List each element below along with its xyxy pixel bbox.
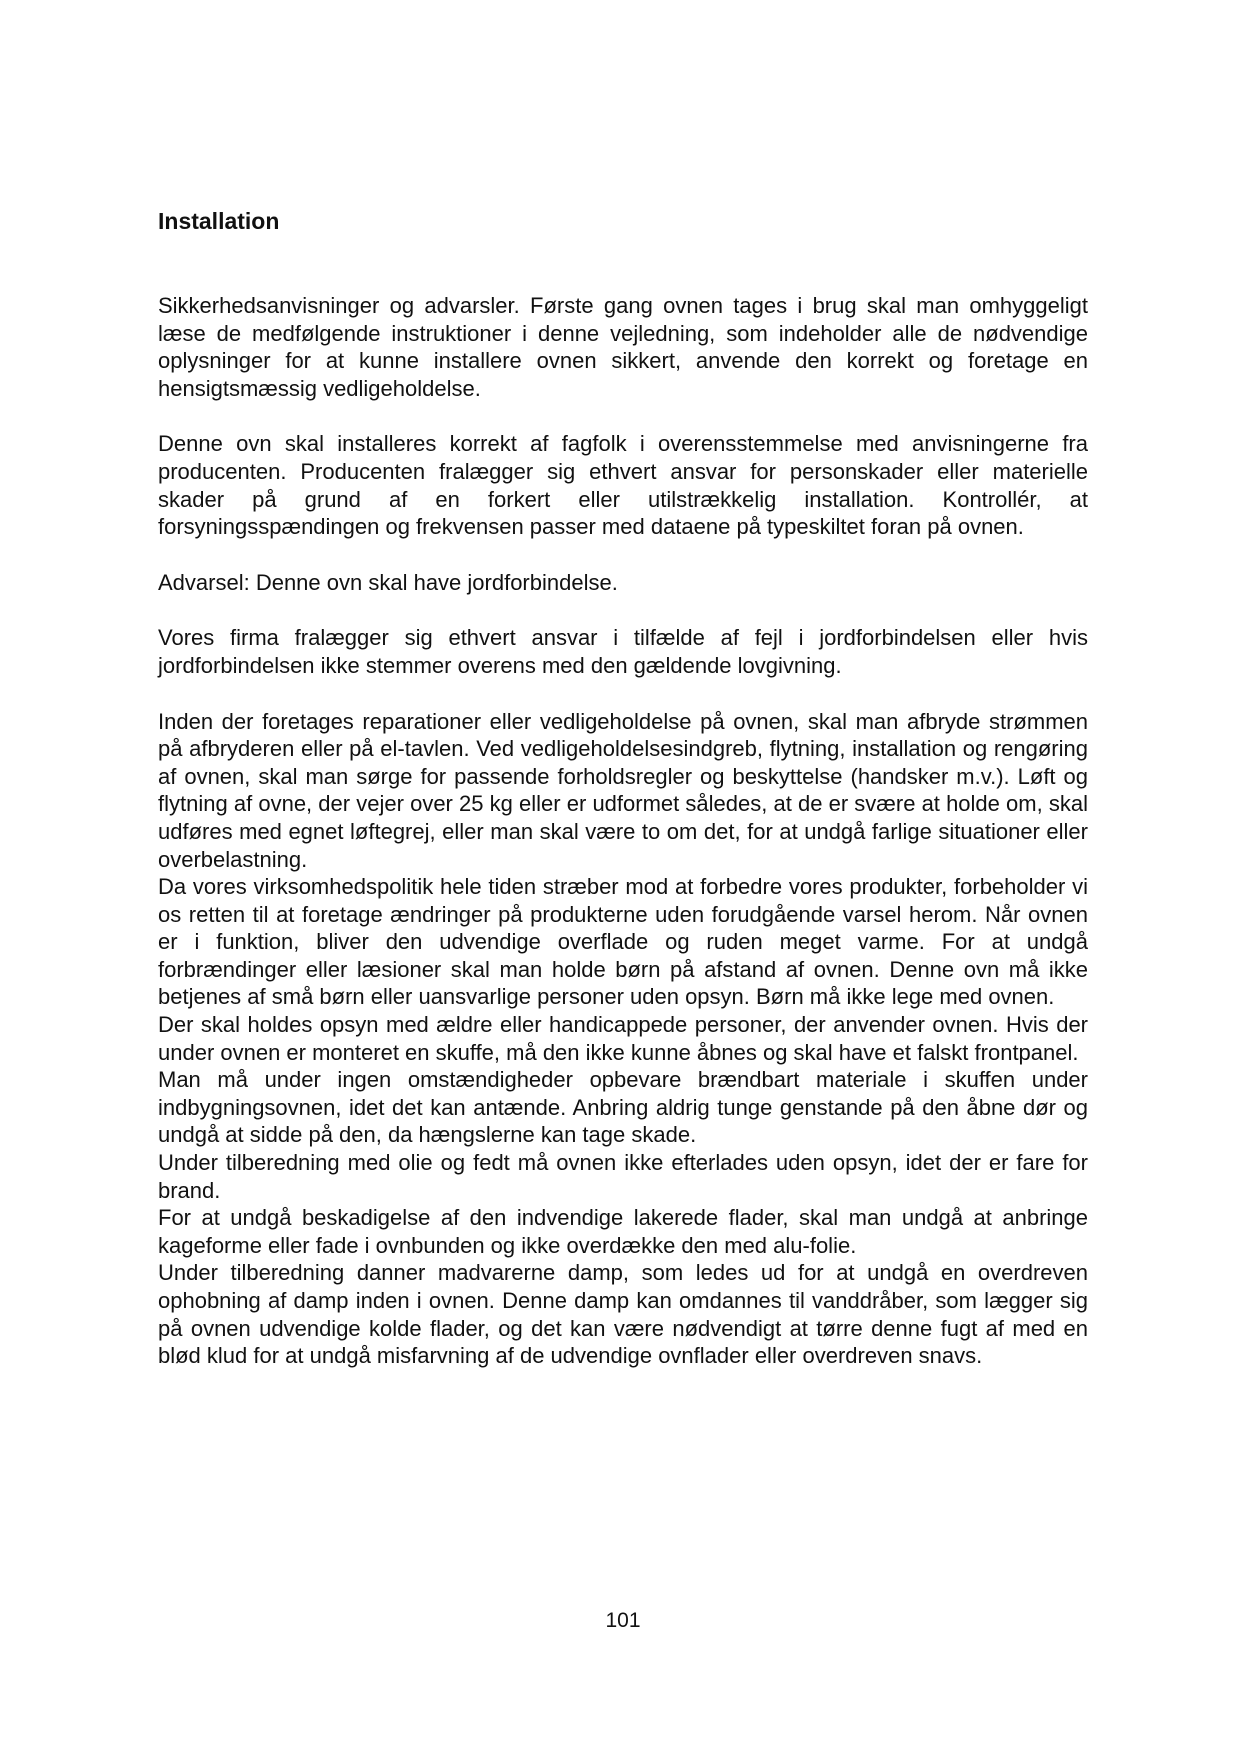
- paragraph-oil-fire: Under tilberedning med olie og fedt må ovnen ikke efterlades uden opsyn, idet der er fare for brand.: [158, 1150, 1088, 1203]
- document-page: [158, 0, 1088, 1754]
- paragraph-enamel-protection: For at undgå beskadigelse af den indvendige lakerede flader, skal man undgå at anbringe kageforme eller fade i ovnbunden og ikke overdække den med alu-folie.: [158, 1205, 1088, 1258]
- paragraph-steam: Under tilberedning danner madvarerne damp, som ledes ud for at undgå en overdreven ophobning af damp inden i ovnen. Denne damp kan omdannes til vanddråber, som lægger sig på ovnen udvendige kolde flader, og det kan være nødvendigt at tørre denne fugt af med en blød klud for at undgå misfarvning af de udvendige ovnflader eller overdreven snavs.: [158, 1260, 1088, 1369]
- paragraph-product-changes: Da vores virksomhedspolitik hele tiden stræber mod at forbedre vores produkter, forbeholder vi os retten til at foretage ændringer på produkterne uden forudgående varsel herom. Når ovnen er i funktion, bliver den udvendige overflade og ruden meget varme. For at undgå forbrændinger eller læsioner skal man holde børn på afstand af ovnen. Denne ovn må ikke betjenes af små børn eller uansvarlige personer uden opsyn. Børn må ikke lege med ovnen.: [158, 874, 1088, 1010]
- paragraph-grounding-warning: Advarsel: Denne ovn skal have jordforbindelse.: [158, 569, 618, 595]
- page-number: 101: [605, 1609, 641, 1632]
- paragraph-maintenance: Inden der foretages reparationer eller vedligeholdelse på ovnen, skal man afbryde strømmen på afbryderen eller på el-tavlen. Ved vedligeholdelsesindgreb, flytning, installation og rengøring af ovnen, skal man sørge for passende forholdsregler og beskyttelse (handsker m.v.). Løft og flytning af ovne, der vejer over 25 kg eller er udformet således, at de er svære at holde om, skal udføres med egnet løftegrej, eller man skal være to om det, for at undgå farlige situationer eller overbelastning.: [158, 708, 1088, 872]
- paragraph-professional-installation: Denne ovn skal installeres korrekt af fagfolk i overensstemmelse med anvisningerne fra producenten. Producenten fralægger sig ethvert ansvar for personskader eller materielle skader på grund af en forkert eller utilstrækkelig installation. Kontrollér, at forsyningsspændingen og frekvensen passer med dataene på typeskiltet foran på ovnen.: [158, 431, 1088, 540]
- body-text: [158, 292, 1088, 1370]
- paragraph-supervision: Der skal holdes opsyn med ældre eller handicappede personer, der anvender ovnen. Hvis der under ovnen er monteret en skuffe, må den ikke kunne åbnes og skal have et falskt frontpanel.: [158, 1012, 1088, 1065]
- section-heading: Installation: [158, 208, 280, 234]
- paragraph-drawer-storage: Man må under ingen omstændigheder opbevare brændbart materiale i skuffen under indbygningsovnen, idet det kan antænde. Anbring aldrig tunge genstande på den åbne dør og undgå at sidde på den, da hængslerne kan tage skade.: [158, 1067, 1088, 1148]
- paragraph-safety-intro: Sikkerhedsanvisninger og advarsler. Første gang ovnen tages i brug skal man omhyggeligt læse de medfølgende instruktioner i denne vejledning, som indeholder alle de nødvendige oplysninger for at kunne installere ovnen sikkert, anvende den korrekt og foretage en hensigtsmæssig vedligeholdelse.: [158, 293, 1088, 401]
- paragraph-grounding-liability: Vores firma fralægger sig ethvert ansvar i tilfælde af fejl i jordforbindelsen eller hvis jordforbindelsen ikke stemmer overens med den gældende lovgivning.: [158, 625, 1088, 678]
